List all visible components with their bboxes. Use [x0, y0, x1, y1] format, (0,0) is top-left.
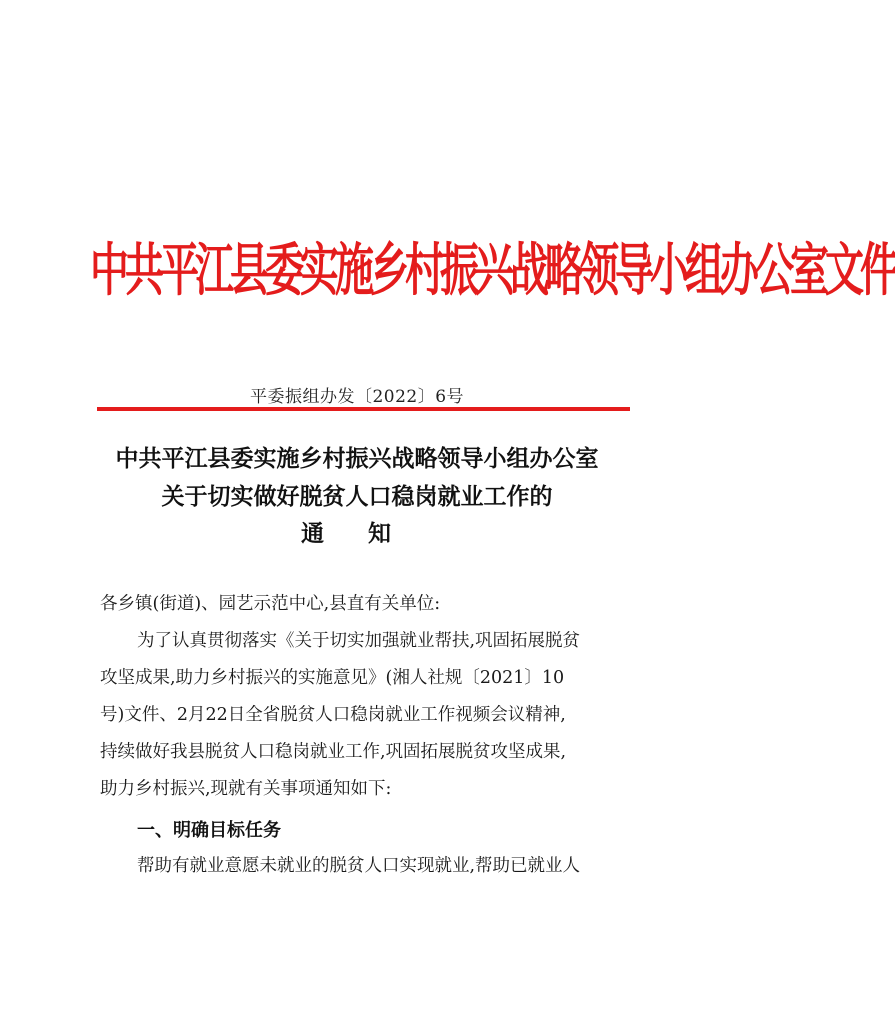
section-heading: 一、明确目标任务	[137, 820, 281, 841]
body-line-1: 为了认真贯彻落实《关于切实加强就业帮扶,巩固拓展脱贫	[137, 631, 581, 651]
section-body-line-1: 帮助有就业意愿未就业的脱贫人口实现就业,帮助已就业人	[137, 856, 581, 876]
salutation: 各乡镇(街道)、园艺示范中心,县直有关单位:	[100, 594, 441, 614]
issuer-red-header: 中共平江县委实施乡村振兴战略领导小组办公室文件	[90, 238, 895, 304]
title-line-3: 通知	[301, 521, 435, 547]
title-line-1: 中共平江县委实施乡村振兴战略领导小组办公室	[115, 446, 599, 472]
body-line-5: 助力乡村振兴,现就有关事项通知如下:	[100, 779, 392, 799]
body-line-4: 持续做好我县脱贫人口稳岗就业工作,巩固拓展脱贫攻坚成果,	[100, 742, 567, 762]
red-divider-line	[97, 407, 630, 411]
body-line-2: 攻坚成果,助力乡村振兴的实施意见》(湘人社规〔2021〕10	[100, 668, 565, 688]
body-line-3: 号)文件、2月22日全省脱贫人口稳岗就业工作视频会议精神,	[100, 705, 566, 725]
document-number: 平委振组办发〔2022〕6号	[249, 387, 465, 407]
title-line-2: 关于切实做好脱贫人口稳岗就业工作的	[161, 484, 553, 510]
